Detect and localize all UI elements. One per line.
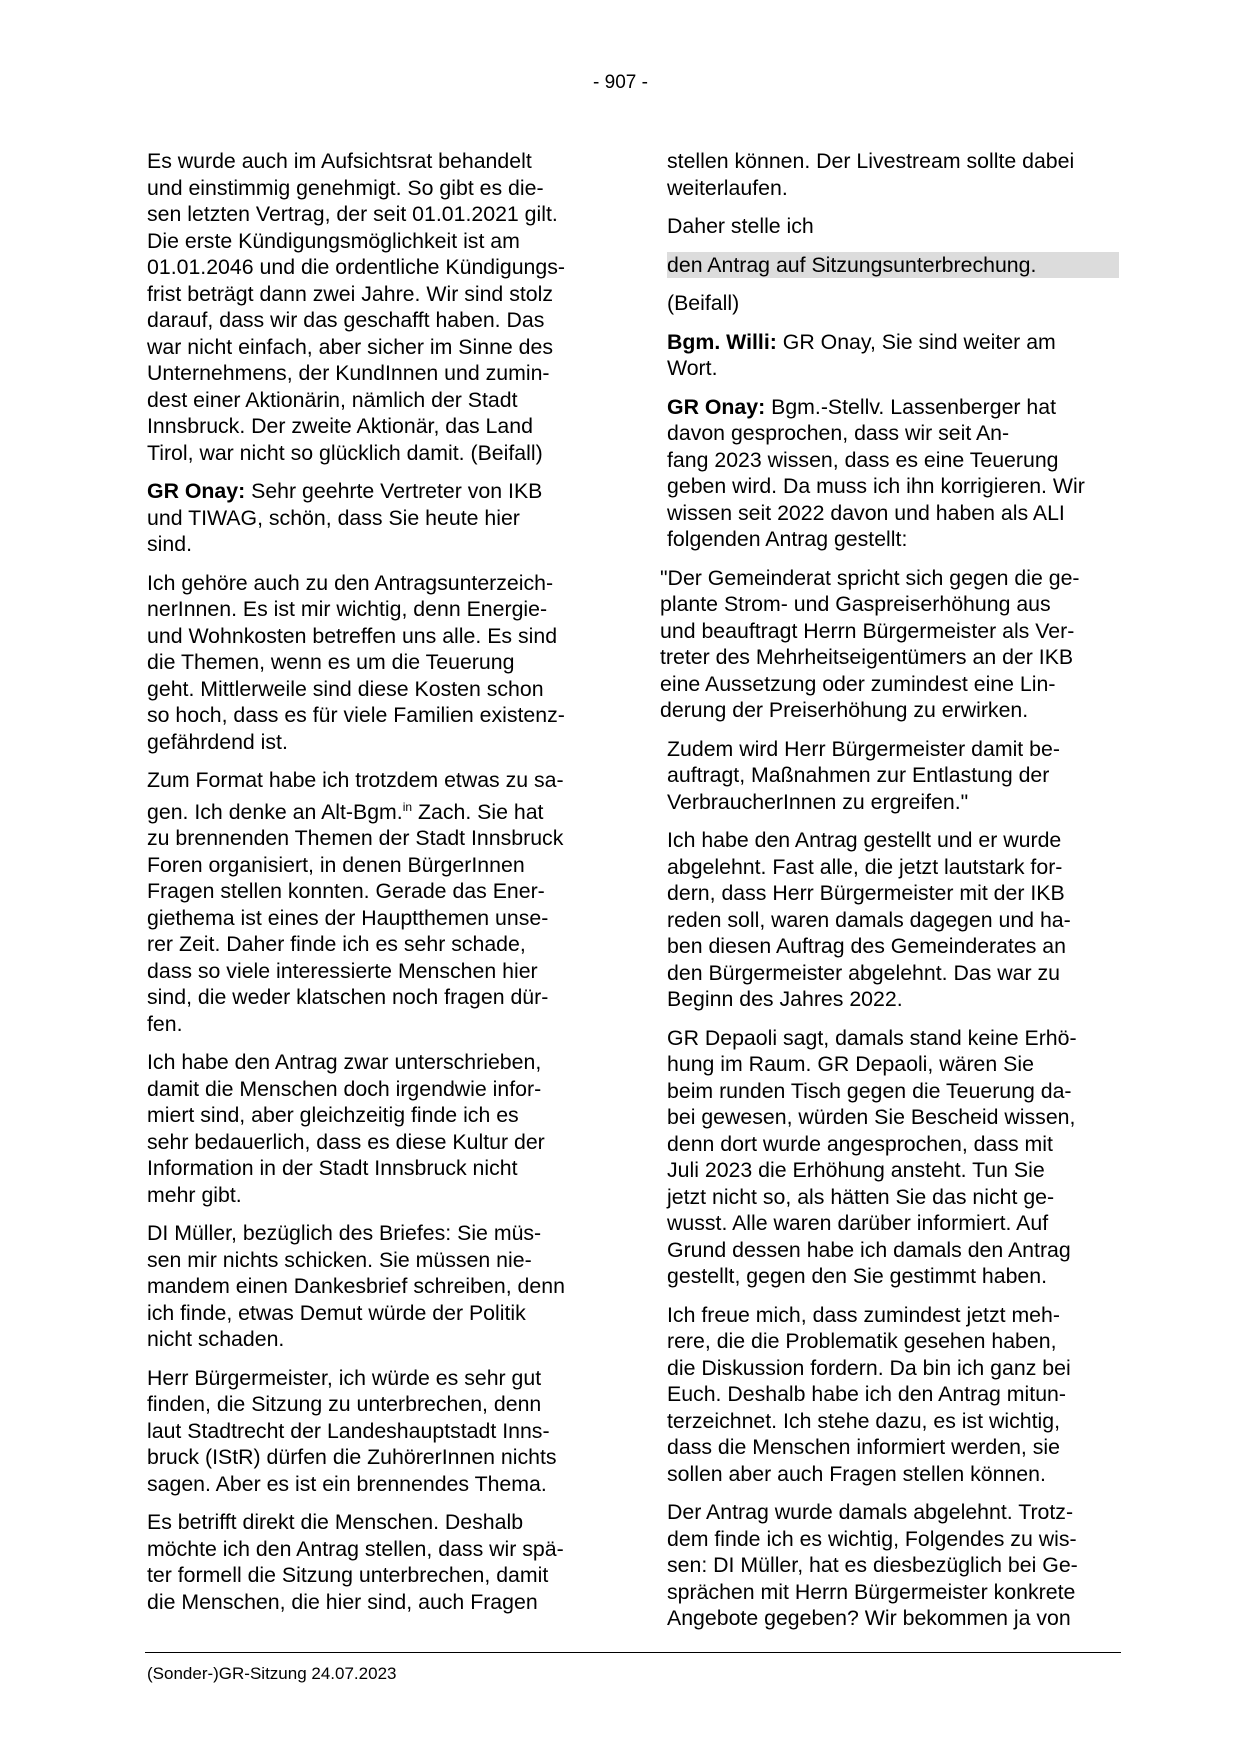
text-line: Foren organisiert, in denen BürgerInnen: [147, 852, 525, 877]
paragraph: [667, 827, 1122, 1013]
text-line: Fragen stellen konnten. Gerade das Ener-: [147, 879, 545, 904]
text-line: [667, 394, 1122, 421]
text-line: und Wohnkosten betreffen uns alle. Es sind: [147, 623, 558, 648]
text-line: dass die Menschen informiert werden, sie: [667, 1435, 1060, 1459]
text-line: sen: DI Müller, hat es diesbezüglich bei Ge-: [667, 1553, 1078, 1577]
text-line: Unternehmens, der KundInnen und zumin-: [147, 361, 550, 385]
text-line: ich finde, etwas Demut würde der Politik: [147, 1300, 526, 1325]
text-line: darauf, dass wir das geschafft haben. Das: [147, 308, 545, 332]
text-line: den Antrag auf Sitzungsunterbrechung.: [667, 252, 1037, 277]
text-line: sind, die weder klatschen noch fragen dür-: [147, 985, 549, 1010]
text-line: stellen können. Der Livestream sollte dabei: [667, 149, 1075, 173]
text-line: GR Depaoli sagt, damals stand keine Erhö-: [667, 1025, 1077, 1050]
text-line: Wort.: [667, 356, 718, 380]
paragraph: [147, 148, 613, 466]
text-line: und einstimmig genehmigt. So gibt es die-: [147, 175, 544, 200]
footer-divider: [145, 1652, 1121, 1653]
text-line: Innsbruck. Der zweite Aktionär, das Land: [147, 414, 533, 438]
text-line: Information in der Stadt Innsbruck nicht: [147, 1156, 518, 1181]
speaker-name: GR Onay:: [147, 479, 246, 503]
text-line: Zudem wird Herr Bürgermeister damit be-: [667, 736, 1060, 761]
paragraph: [667, 1302, 1122, 1488]
text-line: wissen seit 2022 davon und haben als ALI: [667, 500, 1065, 525]
text-line: frist beträgt dann zwei Jahre. Wir sind stolz: [147, 281, 553, 306]
paragraph: [667, 329, 1122, 382]
speech-text: GR Onay, Sie sind weiter am: [776, 329, 1056, 354]
text-line: [147, 478, 613, 505]
text-line: Daher stelle ich: [667, 214, 814, 238]
text-line: mehr gibt.: [147, 1182, 242, 1207]
left-column: [147, 148, 613, 1627]
text-line: dem finde ich es wichtig, Folgendes zu wis-: [667, 1526, 1077, 1551]
paragraph: [667, 1499, 1122, 1632]
text-line: gen. Ich denke an Alt-Bgm.$^{in}$ Zach. Sie hat: [147, 799, 544, 824]
text-line: Ich freue mich, dass zumindest jetzt meh-: [667, 1302, 1060, 1327]
text-line: denn dort wurde angesprochen, dass mit: [667, 1131, 1053, 1156]
text-line: Angebote gegeben? Wir bekommen ja von: [667, 1606, 1071, 1630]
text-line: und TIWAG, schön, dass Sie heute hier: [147, 505, 520, 530]
text-line: Die erste Kündigungsmöglichkeit ist am: [147, 228, 520, 253]
text-line: Herr Bürgermeister, ich würde es sehr gut: [147, 1365, 542, 1390]
paragraph: [147, 1220, 613, 1353]
paragraph: [147, 1509, 613, 1615]
text-line: und beauftragt Herrn Bürgermeister als Ver-: [660, 618, 1075, 643]
text-line: Zum Format habe ich trotzdem etwas zu sa-: [147, 768, 564, 792]
paragraph: [667, 252, 1119, 279]
paragraph: [660, 565, 1122, 724]
text-line: dest einer Aktionärin, nämlich der Stadt: [147, 387, 518, 412]
text-line: Tirol, war nicht so glücklich damit. (Beifall): [147, 440, 543, 465]
text-line: fen.: [147, 1011, 183, 1036]
paragraph: [667, 736, 1122, 816]
text-line: sehr bedauerlich, dass es diese Kultur der: [147, 1129, 545, 1154]
text-line: auftragt, Maßnahmen zur Entlastung der: [667, 763, 1050, 787]
text-line: geben wird. Da muss ich ihn korrigieren. Wir: [667, 474, 1085, 498]
text-line: gestellt, gegen den Sie gestimmt haben.: [667, 1264, 1048, 1288]
text-line: laut Stadtrecht der Landeshauptstadt Inns-: [147, 1418, 550, 1443]
text-line: Juli 2023 die Erhöhung ansteht. Tun Sie: [667, 1158, 1045, 1182]
text-line: davon gesprochen, dass wir seit An-: [667, 421, 1010, 445]
text-line: die Themen, wenn es um die Teuerung: [147, 650, 515, 674]
text-line: die Menschen, die hier sind, auch Fragen: [147, 1589, 538, 1614]
text-line: reden soll, waren damals dagegen und ha-: [667, 907, 1071, 932]
text-line: Ich habe den Antrag zwar unterschrieben,: [147, 1050, 542, 1075]
text-line: gefährdend ist.: [147, 729, 288, 754]
text-line: jetzt nicht so, als hätten Sie das nicht ge-: [667, 1184, 1055, 1209]
text-line: Ich habe den Antrag gestellt und er wurde: [667, 828, 1062, 852]
speech-text: Bgm.-Stellv. Lassenberger hat: [765, 394, 1057, 419]
text-line: Euch. Deshalb habe ich den Antrag mitun-: [667, 1382, 1066, 1406]
text-line: zu brennenden Themen der Stadt Innsbruck: [147, 826, 564, 851]
text-line: abgelehnt. Fast alle, die jetzt lautstark for-: [667, 854, 1063, 879]
text-line: finden, die Sitzung zu unterbrechen, denn: [147, 1392, 542, 1417]
paragraph: [147, 767, 613, 1037]
paragraph: [147, 478, 613, 558]
text-line: geht. Mittlerweile sind diese Kosten schon: [147, 676, 544, 701]
paragraph: [147, 570, 613, 756]
text-line: rer Zeit. Daher finde ich es sehr schade,: [147, 932, 526, 957]
text-line: so hoch, dass es für viele Familien existenz-: [147, 703, 565, 727]
text-line: möchte ich den Antrag stellen, dass wir spä-: [147, 1536, 564, 1561]
text-line: (Beifall): [667, 291, 740, 315]
text-line: Der Antrag wurde damals abgelehnt. Trotz-: [667, 1500, 1074, 1524]
text-line: den Bürgermeister abgelehnt. Das war zu: [667, 960, 1061, 985]
text-line: weiterlaufen.: [667, 175, 788, 200]
text-line: beim runden Tisch gegen die Teuerung da-: [667, 1078, 1072, 1103]
text-line: wusst. Alle waren darüber informiert. Auf: [667, 1211, 1049, 1235]
text-line: hung im Raum. GR Depaoli, wären Sie: [667, 1052, 1034, 1076]
text-line: ter formell die Sitzung unterbrechen, damit: [147, 1563, 549, 1588]
text-line: giethema ist eines der Hauptthemen unse-: [147, 905, 549, 930]
text-line: "Der Gemeinderat spricht sich gegen die ge-: [660, 565, 1080, 590]
text-line: fang 2023 wissen, dass es eine Teuerung: [667, 447, 1059, 472]
paragraph: [667, 290, 1122, 317]
text-line: mandem einen Dankesbrief schreiben, denn: [147, 1274, 565, 1299]
text-line: Es wurde auch im Aufsichtsrat behandelt: [147, 149, 532, 173]
text-line: war nicht einfach, aber sicher im Sinne des: [147, 334, 554, 359]
text-line: sen mir nichts schicken. Sie müssen nie-: [147, 1247, 532, 1272]
text-line: dern, dass Herr Bürgermeister mit der IKB: [667, 881, 1065, 905]
text-line: bei gewesen, würden Sie Bescheid wissen,: [667, 1105, 1076, 1129]
right-column: [660, 148, 1122, 1644]
text-line: damit die Menschen doch irgendwie infor-: [147, 1076, 542, 1101]
text-line: Beginn des Jahres 2022.: [667, 987, 903, 1011]
text-line: sagen. Aber es ist ein brennendes Thema.: [147, 1471, 547, 1496]
text-line: sind.: [147, 532, 192, 556]
speaker-name: GR Onay:: [667, 394, 766, 419]
page-number: - 907 -: [593, 72, 648, 93]
text-line: DI Müller, bezüglich des Briefes: Sie müs-: [147, 1221, 542, 1246]
text-line: sprächen mit Herrn Bürgermeister konkrete: [667, 1579, 1076, 1604]
text-line: [667, 329, 1122, 356]
text-line: Grund dessen habe ich damals den Antrag: [667, 1237, 1071, 1262]
text-line: rere, die die Problematik gesehen haben,: [667, 1329, 1057, 1353]
text-line: dass so viele interessierte Menschen hier: [147, 958, 538, 983]
text-line: nicht schaden.: [147, 1327, 285, 1352]
text-line: terzeichnet. Ich stehe dazu, es ist wichtig,: [667, 1408, 1061, 1433]
text-line: plante Strom- und Gaspreiserhöhung aus: [660, 592, 1051, 616]
speaker-name: Bgm. Willi:: [667, 329, 777, 354]
text-line: Es betrifft direkt die Menschen. Deshalb: [147, 1510, 524, 1535]
text-line: treter des Mehrheitseigentümers an der IKB: [660, 645, 1074, 669]
text-line: VerbraucherInnen zu ergreifen.": [667, 789, 969, 814]
paragraph: [667, 394, 1122, 553]
paragraph: [667, 213, 1122, 240]
text-line: derung der Preiserhöhung zu erwirken.: [660, 698, 1029, 722]
paragraph: [667, 1025, 1122, 1290]
text-line: folgenden Antrag gestellt:: [667, 527, 908, 551]
text-line: sen letzten Vertrag, der seit 01.01.2021 gilt.: [147, 202, 558, 226]
speech-text: Sehr geehrte Vertreter von IKB: [245, 479, 543, 503]
footer-session-date: (Sonder-)GR-Sitzung 24.07.2023: [147, 1664, 397, 1683]
paragraph: [147, 1365, 613, 1498]
text-line: miert sind, aber gleichzeitig finde ich es: [147, 1103, 519, 1128]
text-line: nerInnen. Es ist mir wichtig, denn Energie-: [147, 597, 548, 621]
text-line: bruck (IStR) dürfen die ZuhörerInnen nichts: [147, 1445, 557, 1470]
paragraph: [147, 1049, 613, 1208]
text-line: ben diesen Auftrag des Gemeinderates an: [667, 934, 1066, 958]
text-line: sollen aber auch Fragen stellen können.: [667, 1461, 1046, 1486]
text-line: Ich gehöre auch zu den Antragsunterzeich-: [147, 570, 554, 595]
text-line: 01.01.2046 und die ordentliche Kündigungs-: [147, 255, 565, 279]
text-line: die Diskussion fordern. Da bin ich ganz bei: [667, 1355, 1071, 1380]
paragraph: [667, 148, 1122, 201]
text-line: eine Aussetzung oder zumindest eine Lin-: [660, 671, 1056, 696]
